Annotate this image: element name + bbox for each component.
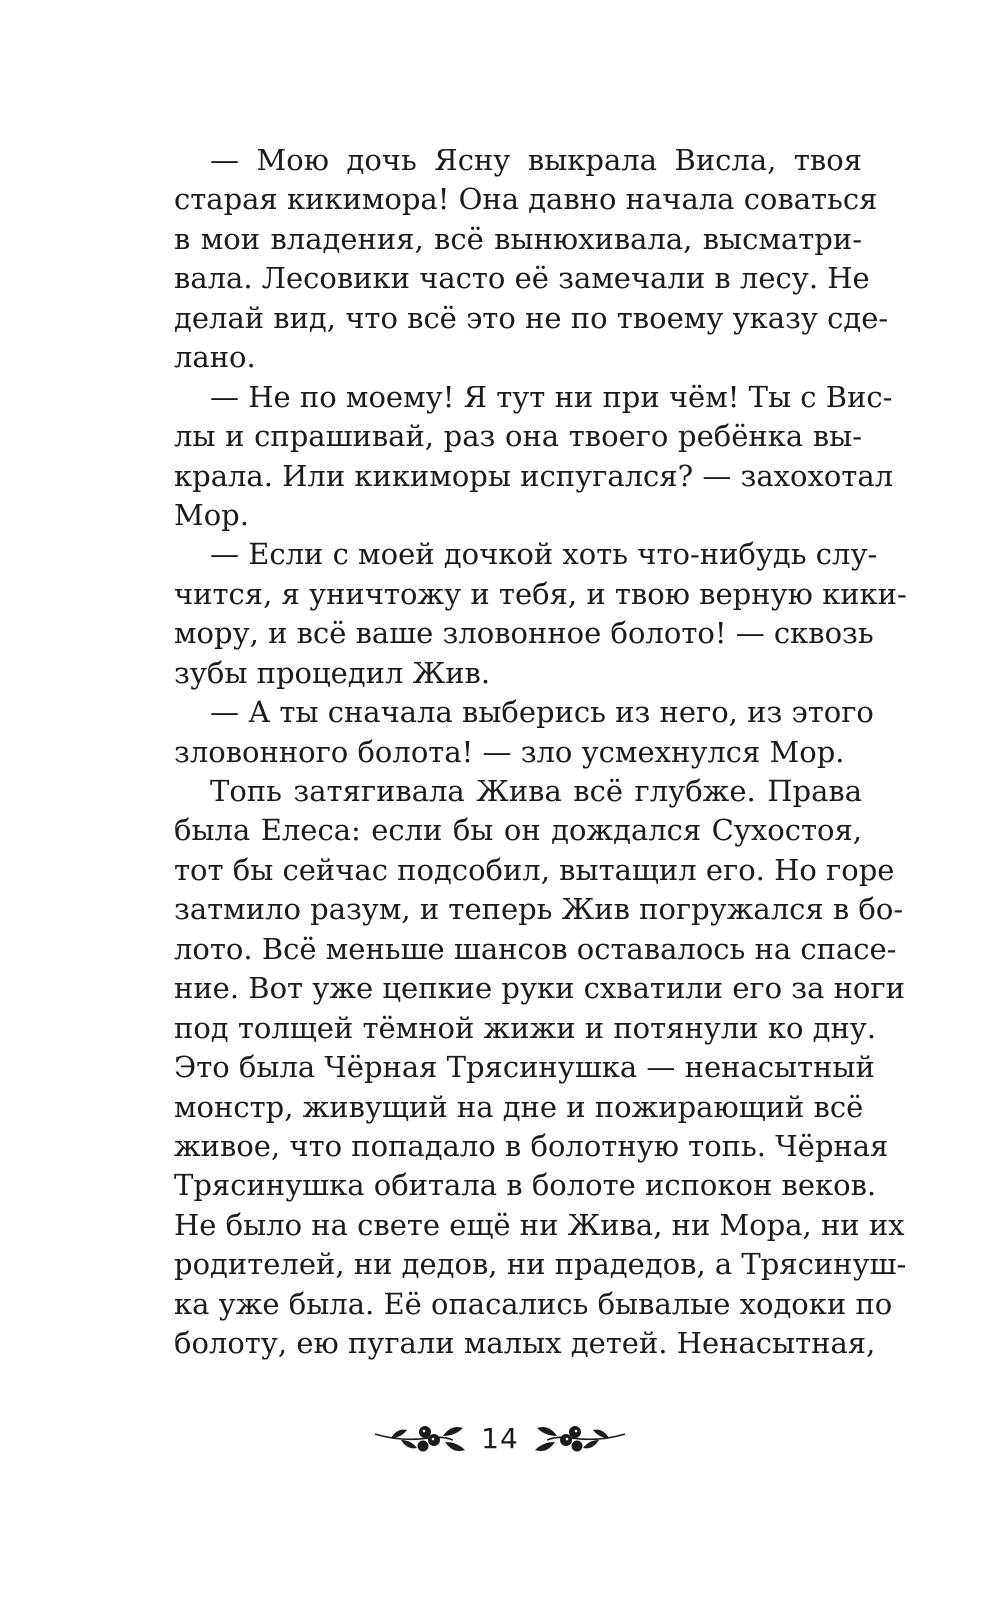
text-line: ние. Вот уже цепкие руки схватили его за ноги — [174, 971, 905, 1006]
text-line: Это была Чёрная Трясинушка — ненасытный — [174, 1050, 875, 1085]
text-line: зубы процедил Жив. — [174, 655, 491, 690]
text-line: крала. Или кикиморы испугался? — захохотал — [174, 458, 894, 493]
text-line: ка уже была. Её опасались бывалые ходоки по — [174, 1286, 893, 1321]
text-line: — Мою дочь Ясну выкрала Висла, твоя — [210, 143, 862, 177]
text-line: Не было на свете ещё ни Жива, ни Мора, ни их — [174, 1207, 905, 1242]
text-line: родителей, ни дедов, ни прадедов, а Трясинуш- — [174, 1247, 907, 1282]
text-line: болоту, ею пугали малых детей. Ненасытная, — [174, 1326, 876, 1361]
text-line: чится, я уничтожу и тебя, и твою верную кики- — [174, 576, 907, 611]
text-line: — А ты сначала выберись из него, из этого — [210, 695, 874, 730]
text-line: — Не по моему! Я тут ни при чём! Ты с Вис- — [210, 379, 893, 414]
page-number: 14 — [481, 1421, 519, 1455]
text-line: лото. Всё меньше шансов оставалось на спасе- — [174, 931, 897, 966]
text-line: живое, что попадало в болотную топь. Чёрная — [174, 1128, 889, 1163]
text-line: тот бы сейчас подсобил, вытащил его. Но горе — [174, 852, 895, 887]
text-line: была Елеса: если бы он дождался Сухостоя, — [174, 813, 862, 848]
body-text — [174, 141, 907, 1364]
text-line: Топь затягивала Жива всё глубже. Права — [210, 774, 862, 808]
text-line: делай вид, что всё это не по твоему указу сде- — [174, 300, 889, 335]
text-line: монстр, живущий на дне и пожирающий всё — [174, 1089, 864, 1124]
text-line: старая кикимора! Она давно начала соваться — [174, 182, 878, 217]
text-line: мору, и всё ваше зловонное болото! — сквозь — [174, 616, 874, 651]
text-line: Мор. — [174, 497, 249, 532]
text-line: затмило разум, и теперь Жив погружался в бо- — [174, 892, 904, 927]
text-line: вала. Лесовики часто её замечали в лесу. Не — [174, 261, 870, 296]
text-line: в мои владения, всё вынюхивала, высматри- — [174, 221, 862, 256]
text-line: зловонного болота! — зло усмехнулся Мор. — [174, 734, 845, 769]
text-line: лано. — [174, 340, 256, 375]
text-line: лы и спрашивай, раз она твоего ребёнка вы- — [174, 419, 862, 454]
berry-sprig-icon — [529, 1416, 629, 1460]
page-footer — [0, 1408, 1000, 1468]
text-line: под толщей тёмной жижи и потянули ко дну. — [174, 1010, 877, 1045]
berry-sprig-icon — [371, 1416, 471, 1460]
text-line: — Если с моей дочкой хоть что-нибудь слу- — [210, 537, 878, 572]
text-line: Трясинушка обитала в болоте испокон веков. — [174, 1168, 877, 1203]
